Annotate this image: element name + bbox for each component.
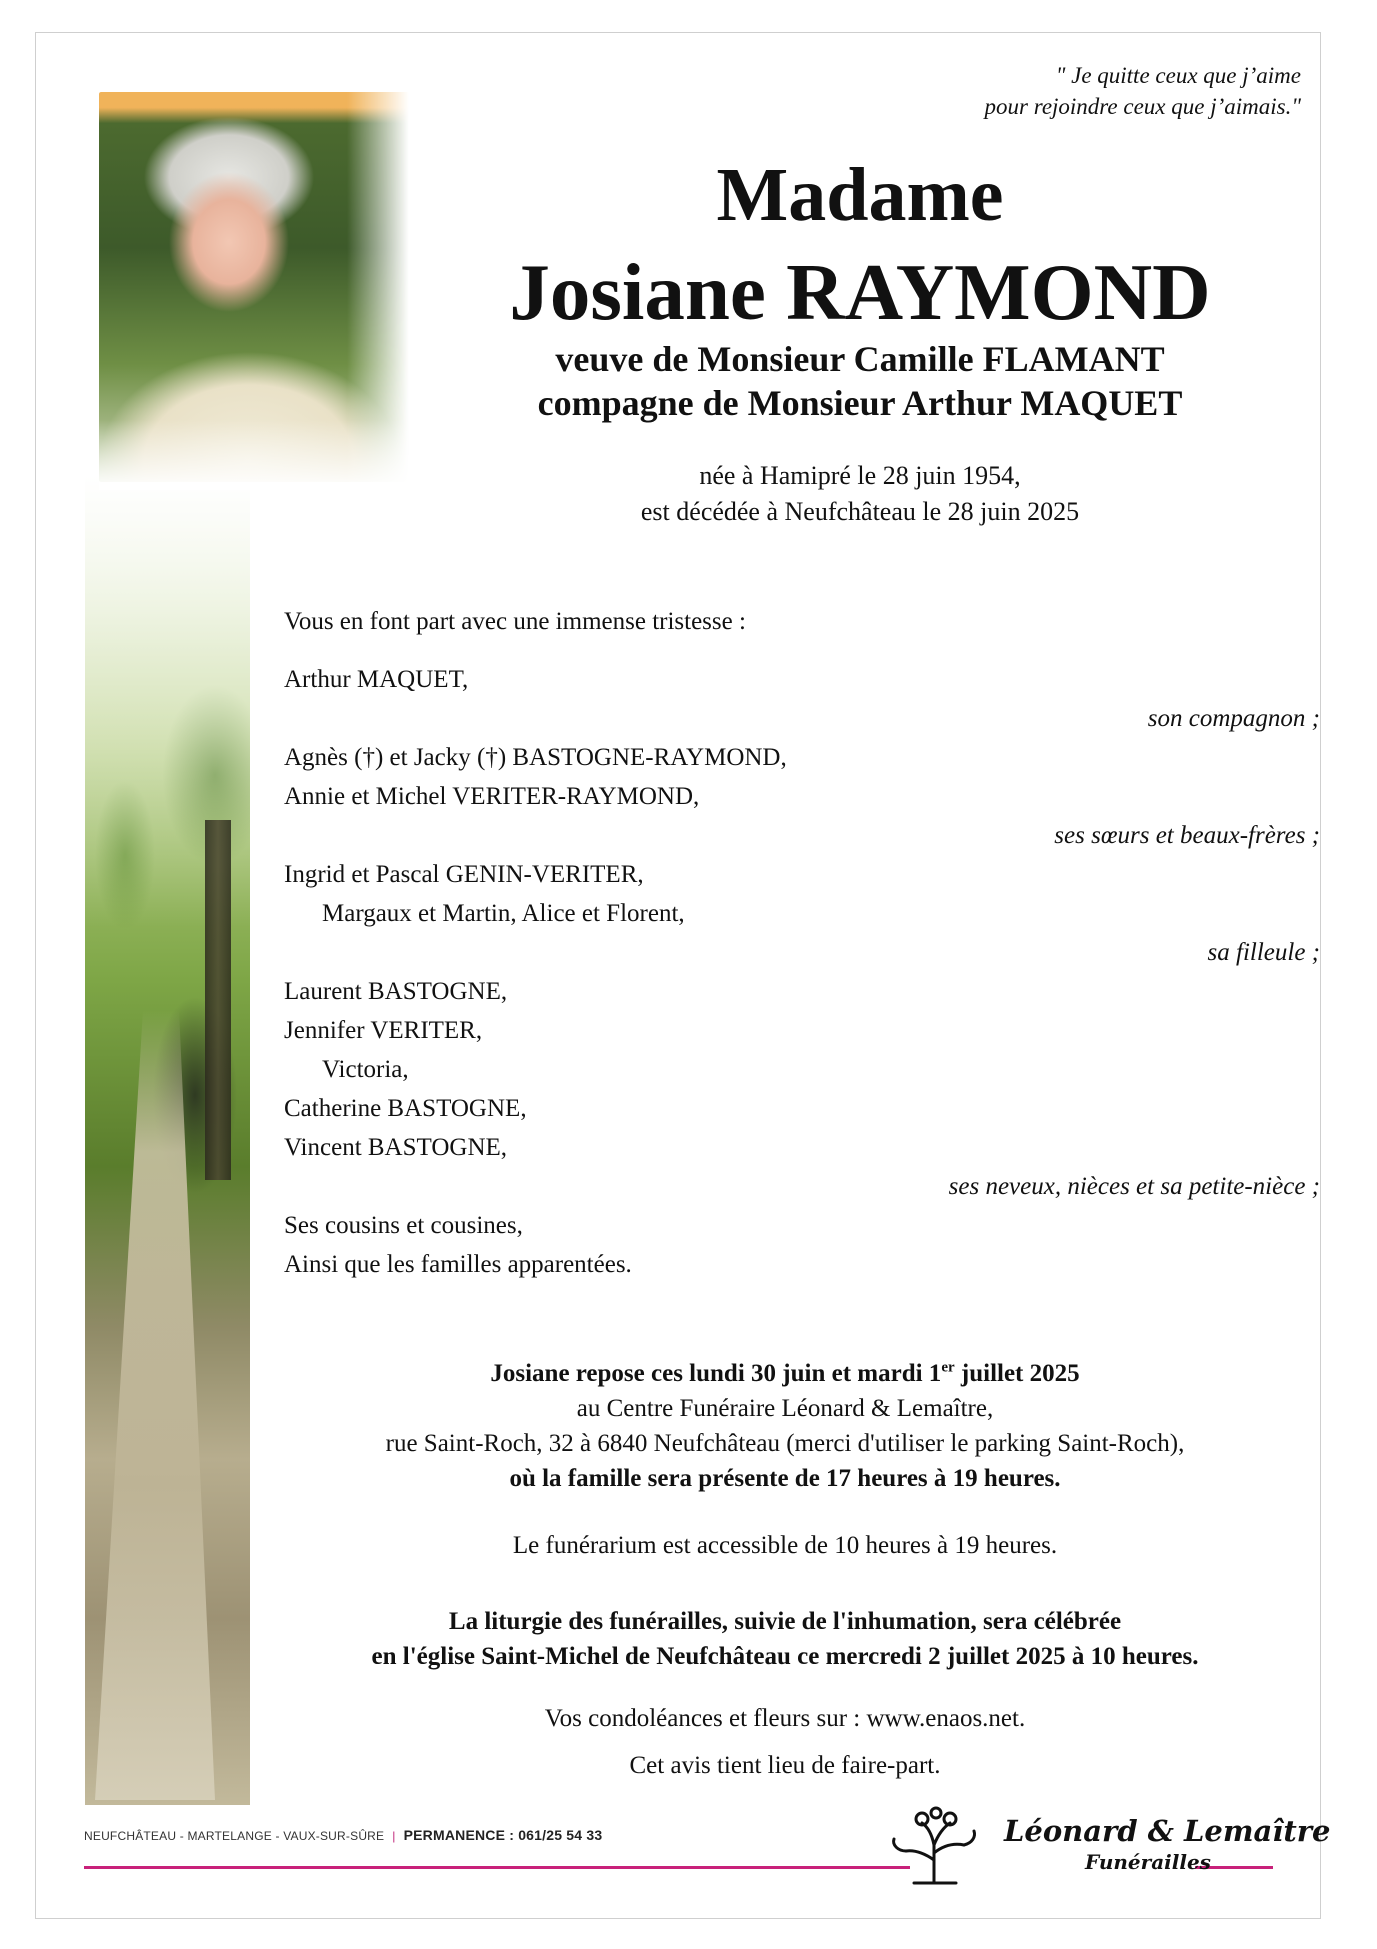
family-member: Victoria, [322, 1056, 409, 1083]
visitation-place: au Centre Funéraire Léonard & Lemaître, [576, 1395, 994, 1422]
visitation-block [230, 1356, 1340, 1496]
family-member: Ainsi que les familles apparentées. [284, 1251, 632, 1278]
visitation-dates-text: Josiane repose ces lundi 30 juin et mardi 1 [490, 1360, 942, 1387]
liturgy-line-1: La liturgie des funérailles, suivie de l'inhumation, sera célébrée [448, 1608, 1122, 1635]
funerarium-hours: Le funérarium est accessible de 10 heures à 19 heures. [512, 1532, 1058, 1559]
family-role-label: ses sœurs et beaux-frères ; [1054, 822, 1320, 849]
deceased-name: Josiane RAYMOND [509, 247, 1211, 337]
relation-widow: veuve de Monsieur Camille FLAMANT [555, 339, 1165, 379]
footer-rule-left [84, 1866, 910, 1869]
family-member: Margaux et Martin, Alice et Florent, [322, 900, 685, 927]
brand-subtitle: Funérailles [1085, 1850, 1211, 1874]
family-role-label: son compagnon ; [1147, 705, 1320, 732]
relations [420, 337, 1300, 425]
quote-line-1: " Je quitte ceux que j’aime [1055, 63, 1301, 88]
relation-partner: compagne de Monsieur Arthur MAQUET [537, 383, 1183, 423]
brand-name: Léonard & Lemaître [1004, 1814, 1331, 1848]
notice-line: Cet avis tient lieu de faire-part. [629, 1752, 941, 1779]
footer-contact [84, 1827, 602, 1843]
visitation-address: rue Saint-Roch, 32 à 6840 Neufchâteau (merci d'utiliser le parking Saint-Roch), [385, 1430, 1185, 1457]
birth-line: née à Hamipré le 28 juin 1954, [699, 461, 1021, 490]
honorific-title: Madame [716, 153, 1004, 237]
visitation-family-hours: où la famille sera présente de 17 heures à 19 heures. [509, 1465, 1061, 1492]
epitaph-quote [985, 60, 1301, 122]
family-member: Agnès (†) et Jacky (†) BASTOGNE-RAYMOND, [284, 744, 787, 771]
visitation-dates-year: juillet 2025 [954, 1360, 1080, 1387]
visitation-superscript: er [941, 1359, 955, 1376]
family-member: Annie et Michel VERITER-RAYMOND, [284, 783, 700, 810]
footer-locations: NEUFCHÂTEAU - MARTELANGE - VAUX-SUR-SÛRE [84, 1829, 385, 1843]
liturgy-block [230, 1604, 1340, 1674]
death-line: est décédée à Neufchâteau le 28 juin 2025 [640, 497, 1080, 526]
family-member: Catherine BASTOGNE, [284, 1095, 527, 1122]
quote-line-2: pour rejoindre ceux que j’aimais." [984, 94, 1301, 119]
family-role-label: sa filleule ; [1207, 939, 1320, 966]
family-member: Ingrid et Pascal GENIN-VERITER, [284, 861, 644, 888]
family-list [284, 660, 1320, 1284]
life-dates [420, 458, 1300, 530]
family-member: Vincent BASTOGNE, [284, 1134, 508, 1161]
tree-trunk [205, 820, 231, 1180]
family-member: Jennifer VERITER, [284, 1017, 483, 1044]
portrait-fade [99, 420, 409, 490]
footer-separator: | [392, 1829, 396, 1843]
family-member: Arthur MAQUET, [284, 666, 469, 693]
tree-logo-icon [884, 1805, 984, 1885]
family-member: Laurent BASTOGNE, [284, 978, 508, 1005]
condolences-line: Vos condoléances et fleurs sur : www.enaos.net. [544, 1705, 1026, 1732]
family-role-label: ses neveux, nièces et sa petite-nièce ; [948, 1173, 1320, 1200]
family-member: Ses cousins et cousines, [284, 1212, 523, 1239]
liturgy-line-2: en l'église Saint-Michel de Neufchâteau ce mercredi 2 juillet 2025 à 10 heures. [371, 1643, 1199, 1670]
announcement-intro: Vous en font part avec une immense tristesse : [284, 608, 746, 635]
visitation-dates [230, 1356, 1340, 1391]
footer-permanence: PERMANENCE : 061/25 54 33 [403, 1827, 603, 1843]
